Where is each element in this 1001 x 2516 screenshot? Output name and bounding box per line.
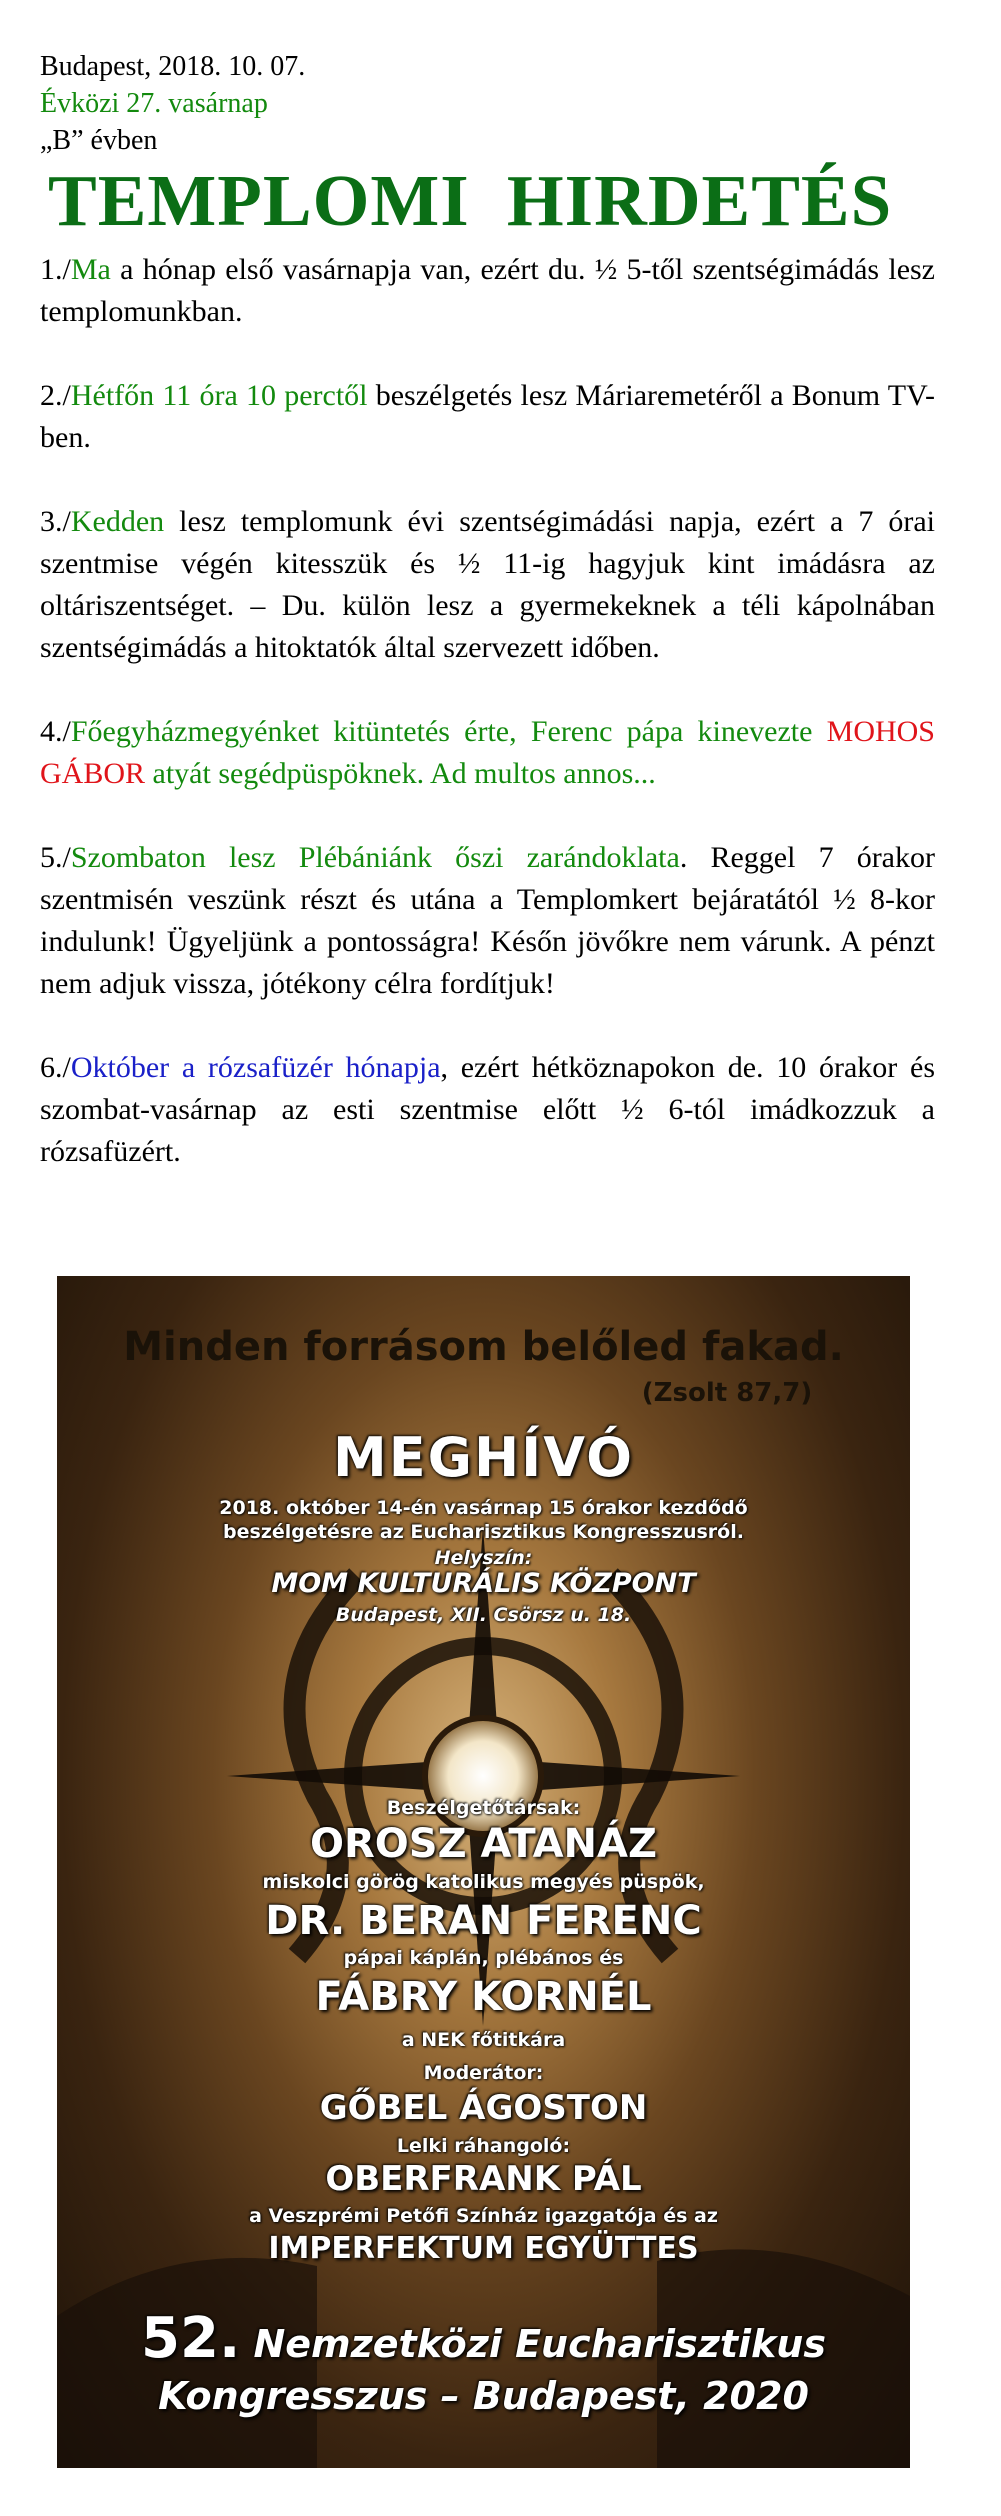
poster-quote: Minden forrásom belőled fakad. xyxy=(123,1324,844,1370)
poster-warmup-label: Lelki ráhangoló: xyxy=(396,2135,571,2157)
item-number: 6./ xyxy=(40,1051,71,1084)
announcement-item-2 xyxy=(40,375,935,459)
announcement-item-6 xyxy=(40,1047,935,1173)
event-poster xyxy=(57,1276,910,2468)
item-number: 5./ xyxy=(40,841,71,874)
item-text: . Reggel 7 órakor szentmisén veszünk részt és utána a Templomkert bejáratától ½ 8-kor indulunk! Ügyeljünk a pontosságra! Későn jövőkre nem várunk. A pénzt nem adjuk vissza, jótékony célra fordítjuk! xyxy=(40,841,935,1000)
item-number: 2./ xyxy=(40,379,71,412)
announcement-item-1 xyxy=(40,249,935,333)
poster-footer-text-1: Nemzetközi Eucharisztikus xyxy=(253,2322,826,2366)
poster-warmup-speaker: OBERFRANK PÁL xyxy=(325,2159,642,2199)
item-text: lesz templomunk évi szentségimádási napja, ezért a 7 órai szentmise végén kitesszük és ½ 11-ig hagyjuk kint imádásra az oltáriszentséget. – Du. külön lesz a gyermekeknek a téli kápolnában szentségimádás a hitoktatók által szervezett időben. xyxy=(40,505,935,664)
item-highlight: Ma xyxy=(70,253,111,286)
liturgical-year: „B” évben xyxy=(40,125,158,156)
item-number: 3./ xyxy=(40,505,71,538)
poster-location: MOM KULTURÁLIS KÖZPONT xyxy=(271,1568,696,1599)
poster-speaker-3: FÁBRY KORNÉL xyxy=(315,1974,652,2020)
item-number: 4./ xyxy=(40,715,71,748)
item-highlight: Hétfőn 11 óra 10 perctől xyxy=(70,379,368,412)
item-text: , ezért hétköznapokon de. 10 órakor és szombat-vasárnap az esti szentmise előtt ½ 6-tól imádkozzuk a rózsafüzért. xyxy=(40,1051,936,1168)
date-line: Budapest, 2018. 10. 07. xyxy=(40,51,306,82)
poster-speaker-3-desc: a NEK főtitkára xyxy=(401,2029,566,2051)
poster-speaker-2: DR. BERAN FERENC xyxy=(265,1898,702,1944)
poster-moderator-label: Moderátor: xyxy=(423,2062,544,2084)
poster-address: Budapest, XII. Csörsz u. 18. xyxy=(335,1604,632,1626)
poster-location-label: Helyszín: xyxy=(434,1547,533,1569)
poster-heading: MEGHÍVÓ xyxy=(333,1426,634,1489)
item-highlight: Kedden xyxy=(70,505,165,538)
poster-quote-ref: (Zsolt 87,7) xyxy=(641,1378,813,1408)
poster-date-line-1: 2018. október 14-én vasárnap 15 órakor kezdődő xyxy=(219,1497,748,1519)
item-number: 1./ xyxy=(40,253,71,286)
item-highlight: Főegyházmegyénket kitüntetés érte, Ferenc pápa kinevezte xyxy=(70,715,813,748)
item-text: a hónap első vasárnapja van, ezért du. ½ 5-től szentségimádás lesz templomunkban. xyxy=(40,253,935,328)
item-name-highlight: MOHOS GÁBOR xyxy=(40,715,935,790)
item-highlight: Október a rózsafüzér hónapja xyxy=(70,1051,441,1084)
liturgical-sunday: Évközi 27. vasárnap xyxy=(40,88,268,119)
poster-speaker-1-desc: miskolci görög katolikus megyés püspök, xyxy=(262,1871,705,1893)
item-highlight-2: atyát segédpüspöknek. Ad multos annos... xyxy=(145,757,656,790)
item-text: beszélgetés lesz Máriaremetéről a Bonum TV-ben. xyxy=(40,379,935,454)
poster-congress-number: 52. xyxy=(141,2306,241,2371)
announcement-item-3 xyxy=(40,501,935,669)
announcement-item-4 xyxy=(40,711,935,795)
announcement-page xyxy=(40,48,935,1215)
poster-footer-line-2: Kongresszus – Budapest, 2020 xyxy=(158,2374,809,2418)
poster-ensemble: IMPERFEKTUM EGYÜTTES xyxy=(268,2231,699,2266)
poster-speaker-1: OROSZ ATANÁZ xyxy=(310,1821,657,1867)
poster-warmup-desc: a Veszprémi Petőfi Színház igazgatója és az xyxy=(249,2205,718,2227)
poster-date-text xyxy=(57,1496,910,1544)
page-title: TEMPLOMI HIRDETÉS xyxy=(48,160,893,241)
item-highlight: Szombaton lesz Plébániánk őszi zarándoklata xyxy=(70,841,680,874)
poster-date-line-2: beszélgetésre az Eucharisztikus Kongresszusról. xyxy=(223,1521,744,1543)
announcement-item-5 xyxy=(40,837,935,1005)
poster-partners-label: Beszélgetőtársak: xyxy=(386,1797,581,1819)
poster-speaker-2-desc: pápai káplán, plébános és xyxy=(343,1947,624,1969)
poster-footer-line-1 xyxy=(57,2306,910,2371)
poster-moderator: GŐBEL ÁGOSTON xyxy=(319,2088,648,2128)
